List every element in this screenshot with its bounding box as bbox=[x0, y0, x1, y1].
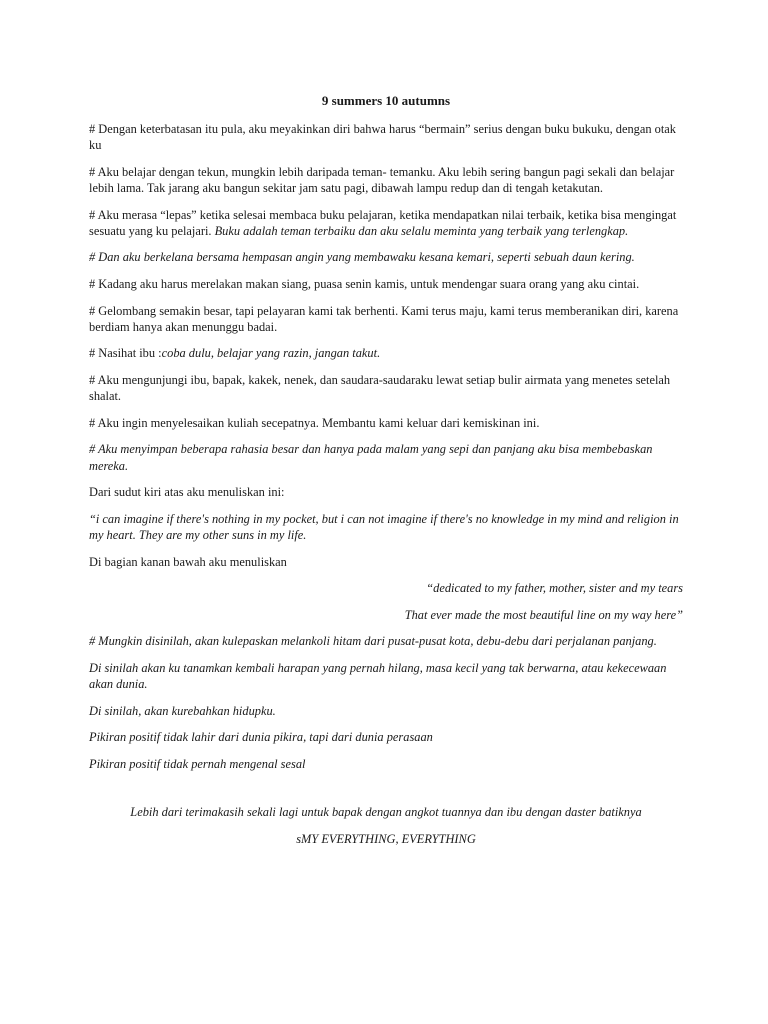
document-body bbox=[89, 121, 683, 847]
text-segment: “i can imagine if there's nothing in my pocket, but i can not imagine if there's no knowledge in my mind and religion in my heart. They are my other suns in my life. bbox=[89, 511, 679, 542]
text-segment: “dedicated to my father, mother, sister and my tears bbox=[426, 581, 683, 596]
paragraph bbox=[89, 554, 683, 570]
text-segment: Dari sudut kiri atas aku menuliskan ini: bbox=[89, 485, 285, 500]
paragraph bbox=[89, 249, 683, 265]
text-segment: # Kadang aku harus merelakan makan siang, puasa senin kamis, untuk mendengar suara orang yang aku cintai. bbox=[89, 276, 640, 291]
paragraph bbox=[89, 804, 683, 820]
paragraph bbox=[89, 756, 683, 772]
text-segment: coba dulu, belajar yang razin, jangan takut. bbox=[161, 346, 381, 361]
text-segment: # Mungkin disinilah, akan kulepaskan melankoli hitam dari pusat-pusat kota, debu-debu dari perjalanan panjang. bbox=[89, 634, 657, 649]
paragraph bbox=[89, 345, 683, 361]
paragraph bbox=[89, 276, 683, 292]
text-segment: Pikiran positif tidak pernah mengenal sesal bbox=[89, 756, 306, 771]
paragraph bbox=[89, 441, 683, 473]
text-segment: Pikiran positif tidak lahir dari dunia pikira, tapi dari dunia perasaan bbox=[89, 730, 433, 745]
paragraph bbox=[89, 207, 683, 239]
paragraph bbox=[89, 511, 683, 543]
text-segment: # Dan aku berkelana bersama hempasan angin yang membawaku kesana kemari, seperti sebuah daun kering. bbox=[89, 250, 635, 265]
text-segment: # Gelombang semakin besar, tapi pelayaran kami tak berhenti. Kami terus maju, kami terus memberanikan diri, karena berdiam hanya akan menunggu badai. bbox=[89, 303, 679, 334]
document-title: 9 summers 10 autumns bbox=[321, 93, 451, 108]
paragraph bbox=[89, 607, 683, 623]
paragraph bbox=[89, 164, 683, 196]
text-segment: Di sinilah akan ku tanamkan kembali harapan yang pernah hilang, masa kecil yang tak berwarna, atau kekecewaan akan dunia. bbox=[89, 660, 667, 692]
text-segment: # Aku merasa “lepas” ketika selesai membaca buku pelajaran, ketika mendapatkan nilai terbaik, ketika bisa mengingat sesuatu yang ku pelajari. bbox=[89, 207, 677, 238]
text-segment: Lebih dari terimakasih sekali lagi untuk bapak dengan angkot tuannya dan ibu dengan daster batiknya bbox=[130, 805, 642, 820]
text-segment: Di bagian kanan bawah aku menuliskan bbox=[89, 554, 287, 569]
paragraph bbox=[89, 633, 683, 649]
paragraph bbox=[89, 660, 683, 692]
paragraph bbox=[89, 372, 683, 404]
paragraph bbox=[89, 580, 683, 596]
text-segment: sMY EVERYTHING, EVERYTHING bbox=[296, 831, 476, 846]
paragraph bbox=[89, 415, 683, 431]
text-segment: Di sinilah, akan kurebahkan hidupku. bbox=[89, 703, 276, 718]
paragraph bbox=[89, 121, 683, 153]
paragraph bbox=[89, 729, 683, 745]
text-segment: # Aku belajar dengan tekun, mungkin lebih daripada teman- temanku. Aku lebih sering bangun pagi sekali dan belajar lebih lama. Tak jarang aku bangun sekitar jam satu pagi, dibawah lampu redup dan di tengah ketakutan. bbox=[89, 164, 675, 195]
text-segment: That ever made the most beautiful line on my way here” bbox=[404, 607, 683, 622]
paragraph bbox=[89, 484, 683, 500]
text-segment: # Nasihat ibu : bbox=[89, 346, 162, 361]
text-segment: Buku adalah teman terbaiku dan aku selalu meminta yang terbaik yang terlengkap. bbox=[214, 223, 629, 238]
text-segment: # Aku mengunjungi ibu, bapak, kakek, nenek, dan saudara-saudaraku lewat setiap bulir airmata yang menetes setelah shalat. bbox=[89, 372, 671, 404]
paragraph bbox=[89, 831, 683, 847]
paragraph bbox=[89, 303, 683, 335]
text-segment: # Aku menyimpan beberapa rahasia besar dan hanya pada malam yang sepi dan panjang aku bisa membebaskan mereka. bbox=[89, 442, 653, 473]
paragraph bbox=[89, 703, 683, 719]
text-segment: # Aku ingin menyelesaikan kuliah secepatnya. Membantu kami keluar dari kemiskinan ini. bbox=[89, 415, 540, 430]
text-segment: # Dengan keterbatasan itu pula, aku meyakinkan diri bahwa harus “bermain” serius dengan buku bukuku, dengan otak ku bbox=[89, 122, 676, 153]
